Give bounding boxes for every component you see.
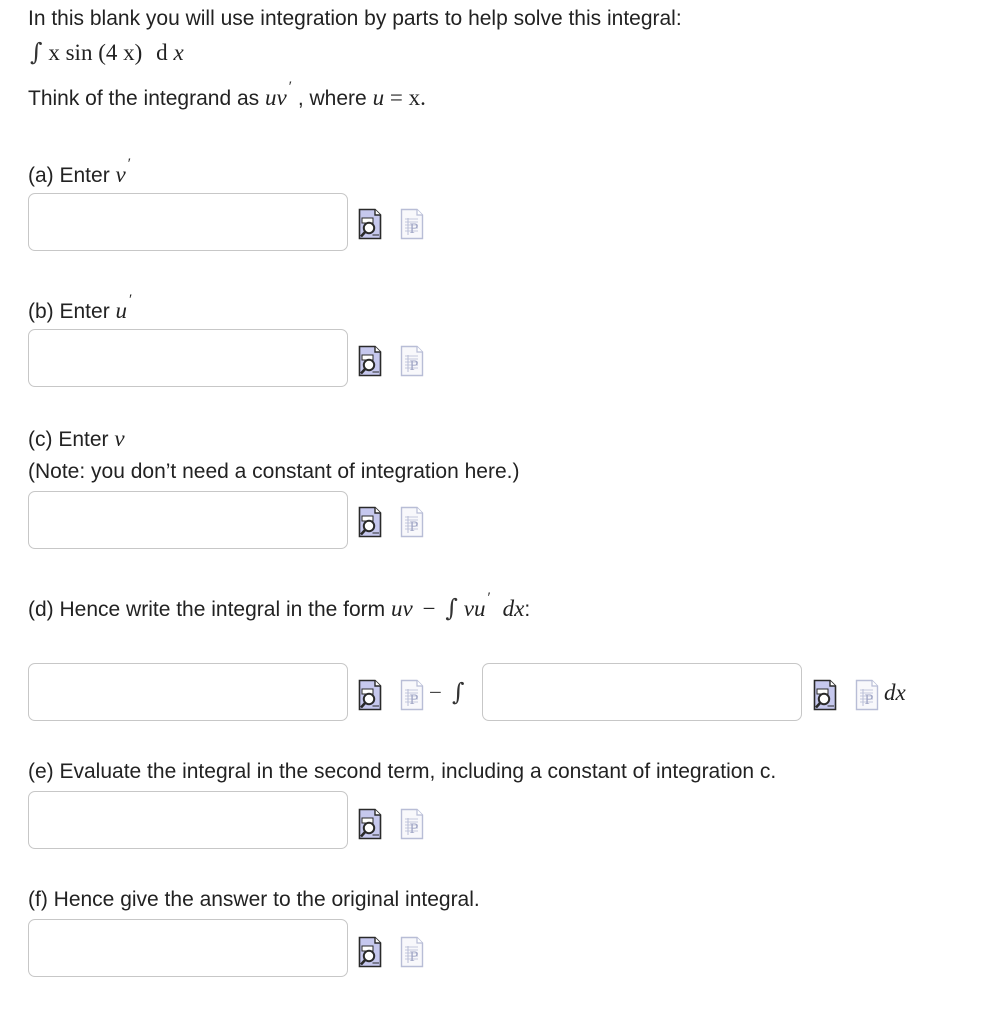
part-b-label-text: (b) Enter — [28, 300, 110, 323]
part-c-answer-input[interactable] — [29, 492, 347, 548]
part-d-second-equation-icon[interactable] — [855, 679, 879, 711]
part-d-colon: : — [524, 598, 531, 621]
think-line — [28, 79, 426, 111]
part-d-uv: uv — [391, 596, 413, 621]
part-a-var: v — [115, 162, 126, 187]
part-d-operator-minus: − — [429, 680, 442, 705]
part-d-label — [28, 590, 531, 622]
integral-expression — [30, 38, 184, 66]
part-c-preview-icon[interactable] — [358, 506, 382, 538]
part-b-answer-input[interactable] — [29, 330, 347, 386]
part-d-second-answer-input[interactable] — [483, 664, 801, 720]
part-e-preview-icon[interactable] — [358, 808, 382, 840]
part-e-answer-box[interactable] — [28, 791, 348, 849]
think-eq: = x. — [389, 85, 426, 110]
think-prime: ′ — [288, 79, 292, 95]
part-d-prime: ′ — [487, 590, 491, 606]
part-a-answer-input[interactable] — [29, 194, 347, 250]
integral-body: x sin (4 x) — [48, 40, 143, 65]
think-prefix: Think of the integrand as — [28, 87, 260, 110]
part-d-trailing-dx: dx — [884, 680, 906, 705]
think-uv: uv — [265, 85, 287, 110]
part-d-first-preview-icon[interactable] — [358, 679, 382, 711]
part-c-var: v — [114, 426, 125, 451]
part-e-label: (e) Evaluate the integral in the second term, including a constant of integration c. — [28, 760, 777, 783]
part-a-preview-icon[interactable] — [358, 208, 382, 240]
part-f-label: (f) Hence give the answer to the original integral. — [28, 888, 480, 911]
part-d-dx: dx — [502, 596, 525, 621]
part-c-label-text: (c) Enter — [28, 428, 109, 451]
integral-var: x — [173, 40, 184, 65]
part-d-minus: − — [422, 596, 436, 621]
part-b-label — [28, 292, 133, 324]
part-d-first-equation-icon[interactable] — [400, 679, 424, 711]
intro-text: In this blank you will use integration by parts to help solve this integral: — [28, 7, 682, 30]
part-f-preview-icon[interactable] — [358, 936, 382, 968]
part-a-equation-icon[interactable] — [400, 208, 424, 240]
part-b-var: u — [115, 298, 128, 323]
part-b-preview-icon[interactable] — [358, 345, 382, 377]
part-b-prime: ′ — [129, 292, 133, 308]
integral-d: d — [156, 40, 168, 65]
part-d-operator-integral: ∫ — [452, 678, 465, 706]
think-mid: , where — [297, 87, 367, 110]
part-c-equation-icon[interactable] — [400, 506, 424, 538]
part-d-second-preview-icon[interactable] — [813, 679, 837, 711]
part-f-answer-box[interactable] — [28, 919, 348, 977]
part-d-vu: vu — [463, 596, 486, 621]
part-c-answer-box[interactable] — [28, 491, 348, 549]
integral-sign: ∫ — [30, 38, 43, 66]
part-e-equation-icon[interactable] — [400, 808, 424, 840]
part-a-label-text: (a) Enter — [28, 164, 110, 187]
part-a-label — [28, 156, 132, 188]
part-b-equation-icon[interactable] — [400, 345, 424, 377]
part-a-answer-box[interactable] — [28, 193, 348, 251]
part-d-int: ∫ — [445, 594, 458, 622]
part-a-prime: ′ — [127, 156, 132, 172]
part-f-answer-input[interactable] — [29, 920, 347, 976]
part-c-note: (Note: you don’t need a constant of integration here.) — [28, 460, 520, 483]
part-e-answer-input[interactable] — [29, 792, 347, 848]
part-d-second-answer-box[interactable] — [482, 663, 802, 721]
part-f-equation-icon[interactable] — [400, 936, 424, 968]
part-b-answer-box[interactable] — [28, 329, 348, 387]
part-d-first-answer-input[interactable] — [29, 664, 347, 720]
part-c-label — [28, 426, 125, 452]
think-u: u — [372, 85, 385, 110]
part-d-first-answer-box[interactable] — [28, 663, 348, 721]
part-d-label-text: (d) Hence write the integral in the form — [28, 598, 386, 621]
